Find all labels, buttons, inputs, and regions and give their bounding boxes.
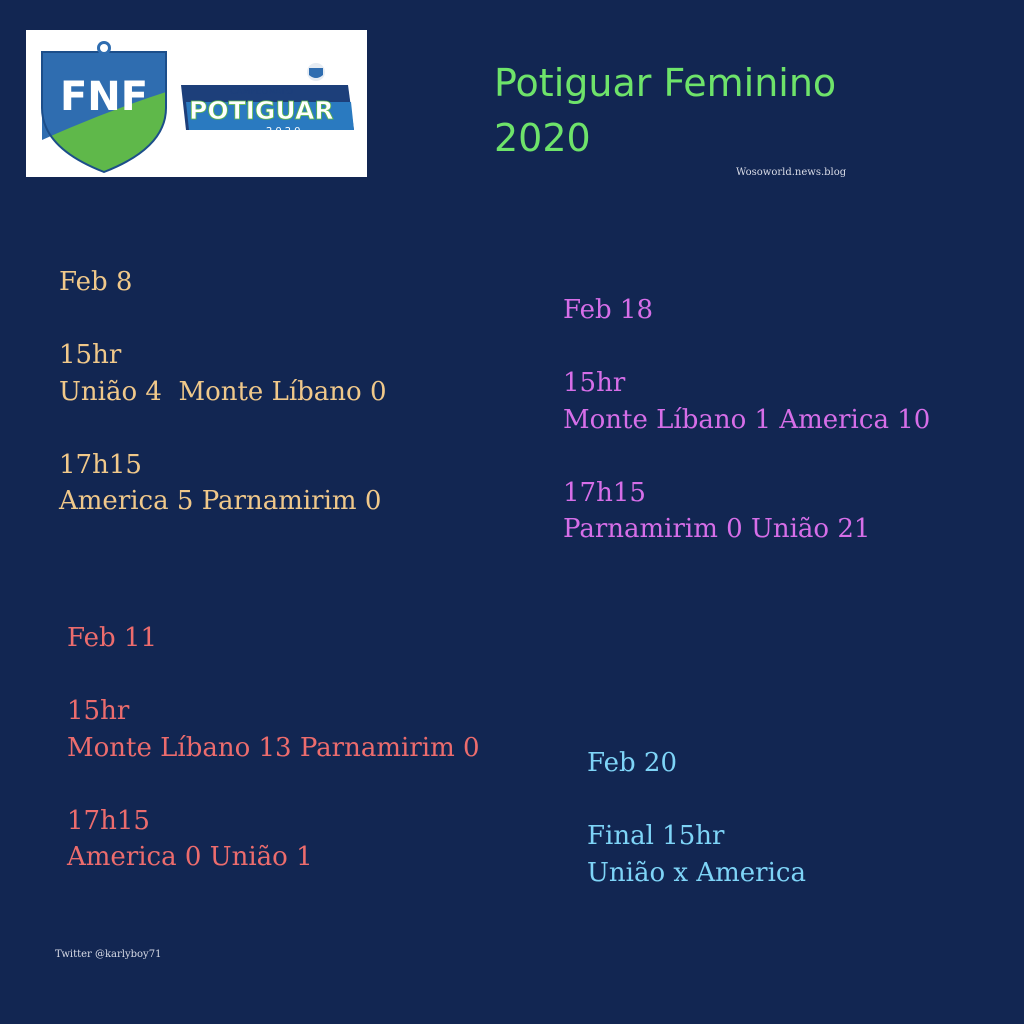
twitter-credit: Twitter @karlyboy71 [55, 949, 162, 960]
badge-year: 2020 [266, 126, 304, 137]
date-label: Feb 11 [67, 623, 157, 653]
date-label: Feb 8 [59, 267, 133, 297]
fnf-logo [26, 30, 367, 177]
game-result: Monte Líbano 1 America 10 [563, 404, 931, 435]
title-line-2: 2020 [494, 116, 591, 160]
site-credit: Wosoworld.news.blog [736, 167, 847, 178]
game-time: 17h15 [67, 805, 150, 836]
page-title [494, 56, 934, 166]
schedule-block-feb-11 [67, 620, 480, 876]
logo-graphic [26, 30, 367, 177]
badge-top: CAMPEONATO [230, 87, 294, 97]
game-time: 17h15 [59, 449, 142, 480]
schedule-block-feb-20 [587, 745, 806, 891]
schedule-block-feb-18 [563, 292, 930, 548]
game-result: União 4 Monte Líbano 0 [59, 376, 387, 407]
game-time: 15hr [563, 368, 626, 398]
game-time: 15hr [67, 696, 130, 726]
game-result: America 5 Parnamirim 0 [59, 486, 382, 516]
game-result: Monte Líbano 13 Parnamirim 0 [67, 732, 480, 763]
schedule-block-feb-8 [59, 264, 387, 520]
shield-text: FNF [59, 74, 149, 120]
date-label: Feb 20 [587, 748, 677, 778]
date-label: Feb 18 [563, 295, 653, 325]
game-result: America 0 União 1 [67, 842, 313, 872]
game-result: União x America [587, 857, 806, 888]
game-time: Final 15hr [587, 821, 725, 851]
game-time: 17h15 [563, 477, 646, 508]
badge-main: POTIGUAR [189, 96, 334, 125]
game-time: 15hr [59, 340, 122, 370]
title-line-1: Potiguar Feminino [494, 61, 837, 105]
game-result: Parnamirim 0 União 21 [563, 514, 871, 544]
